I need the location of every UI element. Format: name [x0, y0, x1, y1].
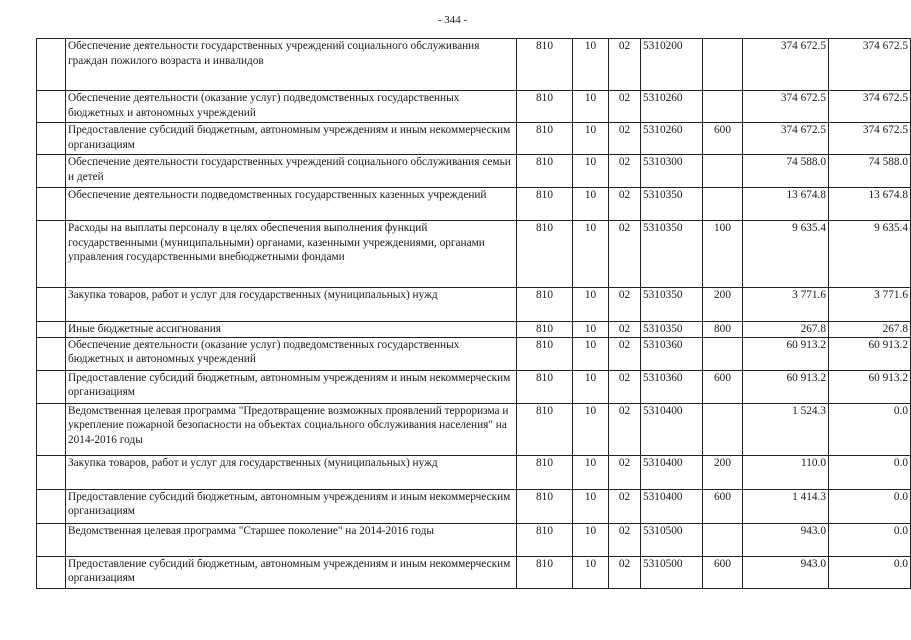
- expense-type-cell: [703, 403, 743, 455]
- table-row: [37, 455, 911, 489]
- row-name-cell: Предоставление субсидий бюджетным, автономным учреждениям и иным некоммерческим организациям: [66, 123, 517, 155]
- amount-1-cell: 110.0: [743, 455, 829, 489]
- ved-code-cell: 810: [517, 556, 573, 588]
- table-row: [37, 288, 911, 322]
- amount-2-cell: 0.0: [829, 523, 911, 556]
- blank-cell: [37, 155, 66, 188]
- blank-cell: [37, 403, 66, 455]
- amount-2-cell: 9 635.4: [829, 221, 911, 288]
- ved-code-cell: 810: [517, 489, 573, 523]
- section-code-cell: 10: [573, 403, 609, 455]
- section-code-cell: 10: [573, 123, 609, 155]
- target-article-cell: 5310350: [641, 221, 703, 288]
- amount-2-cell: 60 913.2: [829, 337, 911, 370]
- ved-code-cell: 810: [517, 337, 573, 370]
- target-article-cell: 5310360: [641, 370, 703, 403]
- subsection-code-cell: 02: [609, 123, 641, 155]
- expense-type-cell: 600: [703, 556, 743, 588]
- amount-2-cell: 0.0: [829, 556, 911, 588]
- table-row: [37, 337, 911, 370]
- target-article-cell: 5310200: [641, 39, 703, 91]
- row-name-cell: Предоставление субсидий бюджетным, автономным учреждениям и иным некоммерческим организациям: [66, 370, 517, 403]
- section-code-cell: 10: [573, 455, 609, 489]
- target-article-cell: 5310350: [641, 288, 703, 322]
- expense-type-cell: [703, 523, 743, 556]
- amount-1-cell: 374 672.5: [743, 91, 829, 123]
- blank-cell: [37, 123, 66, 155]
- target-article-cell: 5310400: [641, 489, 703, 523]
- amount-1-cell: 943.0: [743, 556, 829, 588]
- amount-2-cell: 74 588.0: [829, 155, 911, 188]
- table-row: [37, 188, 911, 221]
- section-code-cell: 10: [573, 370, 609, 403]
- expense-type-cell: 200: [703, 288, 743, 322]
- expense-type-cell: [703, 39, 743, 91]
- subsection-code-cell: 02: [609, 155, 641, 188]
- amount-1-cell: 74 588.0: [743, 155, 829, 188]
- table-row: [37, 322, 911, 338]
- section-code-cell: 10: [573, 322, 609, 338]
- target-article-cell: 5310350: [641, 188, 703, 221]
- blank-cell: [37, 370, 66, 403]
- amount-2-cell: 0.0: [829, 455, 911, 489]
- subsection-code-cell: 02: [609, 455, 641, 489]
- target-article-cell: 5310500: [641, 556, 703, 588]
- subsection-code-cell: 02: [609, 221, 641, 288]
- ved-code-cell: 810: [517, 288, 573, 322]
- blank-cell: [37, 337, 66, 370]
- table-row: [37, 523, 911, 556]
- section-code-cell: 10: [573, 288, 609, 322]
- amount-2-cell: 0.0: [829, 489, 911, 523]
- table-row: [37, 403, 911, 455]
- row-name-cell: Обеспечение деятельности государственных учреждений социального обслуживания граждан пожилого возраста и инвалидов: [66, 39, 517, 91]
- amount-1-cell: 9 635.4: [743, 221, 829, 288]
- section-code-cell: 10: [573, 337, 609, 370]
- subsection-code-cell: 02: [609, 370, 641, 403]
- row-name-cell: Расходы на выплаты персоналу в целях обеспечения выполнения функций государственными (муниципальными) органами, казенными учреждениями, органами управления государственными внебюджетными фондами: [66, 221, 517, 288]
- table-row: [37, 123, 911, 155]
- expense-type-cell: 600: [703, 489, 743, 523]
- subsection-code-cell: 02: [609, 337, 641, 370]
- subsection-code-cell: 02: [609, 523, 641, 556]
- expense-type-cell: 200: [703, 455, 743, 489]
- target-article-cell: 5310360: [641, 337, 703, 370]
- subsection-code-cell: 02: [609, 403, 641, 455]
- ved-code-cell: 810: [517, 188, 573, 221]
- blank-cell: [37, 39, 66, 91]
- budget-table: [36, 38, 911, 589]
- row-name-cell: Обеспечение деятельности государственных учреждений социального обслуживания семьи и детей: [66, 155, 517, 188]
- row-name-cell: Предоставление субсидий бюджетным, автономным учреждениям и иным некоммерческим организациям: [66, 556, 517, 588]
- blank-cell: [37, 221, 66, 288]
- amount-1-cell: 60 913.2: [743, 337, 829, 370]
- ved-code-cell: 810: [517, 155, 573, 188]
- blank-cell: [37, 91, 66, 123]
- expense-type-cell: 100: [703, 221, 743, 288]
- target-article-cell: 5310350: [641, 322, 703, 338]
- row-name-cell: Иные бюджетные ассигнования: [66, 322, 517, 338]
- expense-type-cell: [703, 91, 743, 123]
- amount-1-cell: 13 674.8: [743, 188, 829, 221]
- amount-2-cell: 0.0: [829, 403, 911, 455]
- target-article-cell: 5310260: [641, 91, 703, 123]
- target-article-cell: 5310300: [641, 155, 703, 188]
- expense-type-cell: 600: [703, 370, 743, 403]
- subsection-code-cell: 02: [609, 322, 641, 338]
- row-name-cell: Обеспечение деятельности (оказание услуг) подведомственных государственных бюджетных и автономных учреждений: [66, 337, 517, 370]
- amount-2-cell: 374 672.5: [829, 39, 911, 91]
- amount-1-cell: 374 672.5: [743, 39, 829, 91]
- subsection-code-cell: 02: [609, 91, 641, 123]
- expense-type-cell: 600: [703, 123, 743, 155]
- ved-code-cell: 810: [517, 403, 573, 455]
- target-article-cell: 5310400: [641, 455, 703, 489]
- amount-1-cell: 943.0: [743, 523, 829, 556]
- expense-type-cell: [703, 155, 743, 188]
- target-article-cell: 5310260: [641, 123, 703, 155]
- table-row: [37, 370, 911, 403]
- section-code-cell: 10: [573, 523, 609, 556]
- section-code-cell: 10: [573, 155, 609, 188]
- expense-type-cell: 800: [703, 322, 743, 338]
- subsection-code-cell: 02: [609, 489, 641, 523]
- table-row: [37, 39, 911, 91]
- table-row: [37, 221, 911, 288]
- row-name-cell: Ведомственная целевая программа "Предотвращение возможных проявлений терроризма и укрепление пожарной безопасности на объектах социального обслуживания населения" на 2014-2016 годы: [66, 403, 517, 455]
- ved-code-cell: 810: [517, 221, 573, 288]
- row-name-cell: Закупка товаров, работ и услуг для государственных (муниципальных) нужд: [66, 288, 517, 322]
- table-row: [37, 489, 911, 523]
- expense-type-cell: [703, 337, 743, 370]
- amount-1-cell: 1 414.3: [743, 489, 829, 523]
- blank-cell: [37, 556, 66, 588]
- amount-2-cell: 374 672.5: [829, 91, 911, 123]
- row-name-cell: Обеспечение деятельности (оказание услуг) подведомственных государственных бюджетных и автономных учреждений: [66, 91, 517, 123]
- ved-code-cell: 810: [517, 523, 573, 556]
- amount-2-cell: 60 913.2: [829, 370, 911, 403]
- amount-1-cell: 267.8: [743, 322, 829, 338]
- blank-cell: [37, 523, 66, 556]
- row-name-cell: Предоставление субсидий бюджетным, автономным учреждениям и иным некоммерческим организациям: [66, 489, 517, 523]
- section-code-cell: 10: [573, 91, 609, 123]
- table-row: [37, 91, 911, 123]
- page-number: - 344 -: [437, 14, 468, 26]
- ved-code-cell: 810: [517, 455, 573, 489]
- section-code-cell: 10: [573, 556, 609, 588]
- table-row: [37, 556, 911, 588]
- row-name-cell: Закупка товаров, работ и услуг для государственных (муниципальных) нужд: [66, 455, 517, 489]
- target-article-cell: 5310400: [641, 403, 703, 455]
- blank-cell: [37, 489, 66, 523]
- subsection-code-cell: 02: [609, 39, 641, 91]
- subsection-code-cell: 02: [609, 288, 641, 322]
- ved-code-cell: 810: [517, 322, 573, 338]
- blank-cell: [37, 188, 66, 221]
- ved-code-cell: 810: [517, 123, 573, 155]
- amount-1-cell: 374 672.5: [743, 123, 829, 155]
- row-name-cell: Обеспечение деятельности подведомственных государственных казенных учреждений: [66, 188, 517, 221]
- budget-table-body: [37, 39, 911, 589]
- blank-cell: [37, 455, 66, 489]
- subsection-code-cell: 02: [609, 188, 641, 221]
- amount-2-cell: 3 771.6: [829, 288, 911, 322]
- section-code-cell: 10: [573, 39, 609, 91]
- amount-1-cell: 1 524.3: [743, 403, 829, 455]
- ved-code-cell: 810: [517, 91, 573, 123]
- blank-cell: [37, 288, 66, 322]
- section-code-cell: 10: [573, 188, 609, 221]
- ved-code-cell: 810: [517, 370, 573, 403]
- expense-type-cell: [703, 188, 743, 221]
- amount-2-cell: 374 672.5: [829, 123, 911, 155]
- amount-2-cell: 13 674.8: [829, 188, 911, 221]
- target-article-cell: 5310500: [641, 523, 703, 556]
- table-row: [37, 155, 911, 188]
- amount-1-cell: 3 771.6: [743, 288, 829, 322]
- ved-code-cell: 810: [517, 39, 573, 91]
- amount-2-cell: 267.8: [829, 322, 911, 338]
- blank-cell: [37, 322, 66, 338]
- amount-1-cell: 60 913.2: [743, 370, 829, 403]
- row-name-cell: Ведомственная целевая программа "Старшее поколение" на 2014-2016 годы: [66, 523, 517, 556]
- section-code-cell: 10: [573, 489, 609, 523]
- subsection-code-cell: 02: [609, 556, 641, 588]
- section-code-cell: 10: [573, 221, 609, 288]
